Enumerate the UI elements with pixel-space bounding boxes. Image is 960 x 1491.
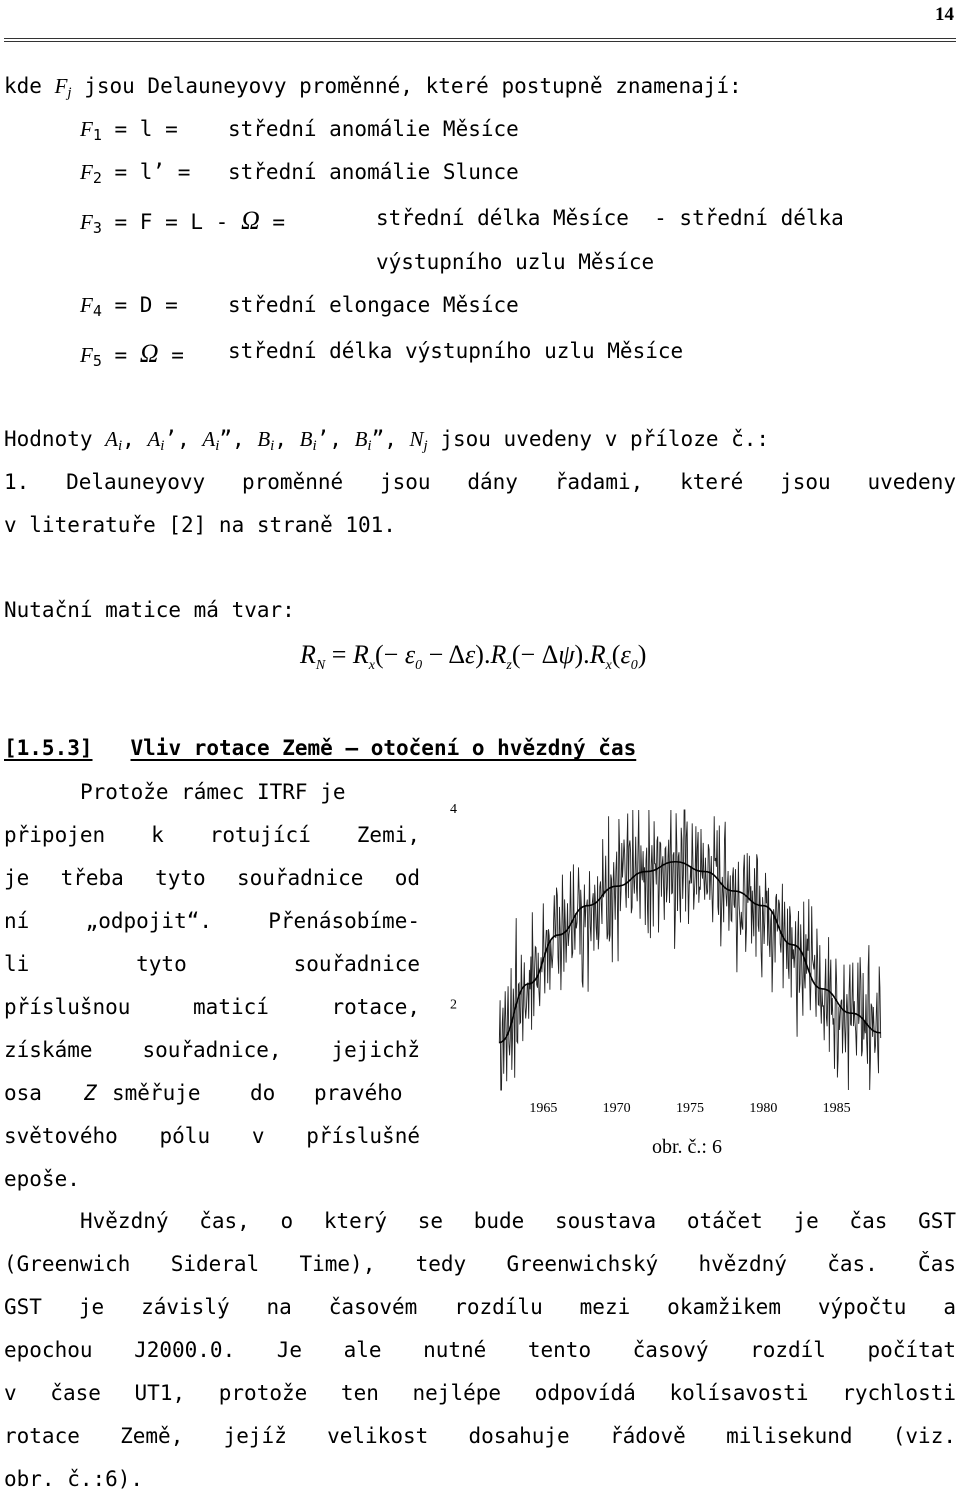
def-eq2: = (158, 343, 184, 367)
def-lhs: F (80, 210, 93, 234)
left-col-line-5: li tyto souřadnice (4, 952, 420, 976)
def-eq2: = (259, 210, 286, 234)
closing-line-1: Hvězdný čas, o který se bude soustava otáčet je čas GST (80, 1209, 956, 1233)
def-sub: 3 (92, 219, 102, 237)
def-f4 (80, 293, 519, 320)
section-number: [1.5.3] (4, 736, 93, 760)
intro-suffix: jsou Delauneyovy proměnné, které postupně znamenají: (71, 74, 742, 98)
def-sub: 2 (92, 169, 102, 187)
nutation-intro: Nutační matice má tvar: (4, 598, 295, 622)
values-lead: Hodnoty (4, 427, 106, 451)
var-a: A (202, 427, 216, 451)
left-col-line-2: připojen k rotující Zemi, (4, 823, 420, 847)
def-lhs: F (80, 117, 93, 141)
closing-line-5: v čase UT1, protože ten nejlépe odpovídá kolísavosti rychlosti (4, 1381, 956, 1405)
left-col-line-1: Protože rámec ITRF je (80, 780, 346, 804)
def-sub: 1 (92, 126, 102, 144)
def-f1 (80, 117, 519, 144)
var-b: B (257, 427, 271, 451)
def-eq: = D = (101, 293, 178, 317)
intro-sub: j (67, 85, 72, 101)
def-lhs: F (80, 293, 93, 317)
intro-prefix: kde (4, 74, 55, 98)
x-tick-label: 1965 (529, 1101, 558, 1116)
x-tick-label: 1980 (749, 1101, 778, 1116)
def-eq: = l = (101, 117, 178, 141)
page-number: 14 (935, 4, 954, 25)
def-eq: = (101, 343, 140, 367)
omega-symbol: Ω (240, 206, 260, 235)
var-a: A (105, 427, 118, 451)
def-lhs: F (80, 343, 93, 367)
def-f5 (80, 339, 684, 370)
def-f3 (80, 206, 844, 274)
var-b: B (299, 427, 313, 451)
header-rule (4, 38, 956, 42)
def-eq: = l’ = (101, 160, 191, 184)
def-eq: = F = L - (101, 210, 241, 234)
y-tick-label: 2 (450, 997, 457, 1013)
def-sub: 5 (92, 352, 102, 370)
left-col-line-9: světového pólu v příslušné (4, 1124, 420, 1148)
fluctuation-line (499, 810, 880, 1090)
closing-line-6: rotace Země, jejíž velikost dosahuje řádově milisekund (viz. (4, 1424, 956, 1448)
values-tail: jsou uvedeny v příloze č.: (427, 427, 770, 451)
left-col-line-3: je třeba tyto souřadnice od (4, 866, 420, 890)
intro-line (4, 74, 742, 102)
def-text: střední délka výstupního uzlu Měsíce (228, 339, 684, 363)
var-b: B (354, 427, 368, 451)
def-text: střední elongace Měsíce (228, 293, 519, 317)
section-title: Vliv rotace Země – otočení o hvězdný čas (130, 736, 637, 760)
closing-line-7: obr. č.:6). (4, 1467, 144, 1491)
x-tick-label: 1985 (822, 1101, 851, 1116)
x-tick-label: 1970 (602, 1101, 631, 1116)
def-text-cont: výstupního uzlu Měsíce (376, 250, 655, 274)
closing-line-3: GST je závislý na časovém rozdílu mezi okamžikem výpočtu a (4, 1295, 956, 1319)
def-f2 (80, 160, 519, 187)
chart-caption: obr. č.: 6 (652, 1136, 722, 1158)
var-a: A (147, 427, 161, 451)
left-col-line-10: epoše. (4, 1167, 80, 1191)
section-heading (4, 736, 636, 760)
closing-line-4: epochou J2000.0. Je ale nutné tento časový rozdíl počítat (4, 1338, 956, 1362)
def-text: střední délka Měsíce - střední délka (376, 206, 844, 230)
nutation-formula: $R_N = R_x(- \varepsilon_0 - \Delta\varepsilon).R_z(- \Delta\psi).R_x(\varepsilon_0)$ (300, 640, 647, 674)
left-col-line-4: ní „odpojit“. Přenásobíme- (4, 909, 420, 933)
def-sub: 4 (92, 302, 102, 320)
def-lhs: F (80, 160, 93, 184)
left-col-line-7: získáme souřadnice, jejichž (4, 1038, 420, 1062)
def-text: střední anomálie Slunce (228, 160, 519, 184)
closing-line-2: (Greenwich Sideral Time), tedy Greenwichský hvězdný čas. Čas (4, 1252, 956, 1276)
y-tick-label: 4 (450, 802, 457, 817)
values-line-3: v literatuře [2] na straně 101. (4, 513, 396, 537)
values-line-1: Hodnoty Ai, Ai’, Ai”, Bi, Bi’, Bi”, Nj jsou uvedeny v příloze č.: (4, 427, 770, 454)
lod-chart (440, 790, 930, 1170)
values-line-2: 1. Delauneyovy proměnné jsou dány řadami, které jsou uvedeny (4, 470, 956, 494)
def-text: střední anomálie Měsíce (228, 117, 519, 141)
omega-symbol: Ω (139, 339, 159, 368)
left-col-line-6: příslušnou maticí rotace, (4, 995, 420, 1019)
var-n: N (409, 427, 424, 451)
intro-var: F (54, 74, 68, 98)
x-tick-label: 1975 (676, 1101, 704, 1116)
